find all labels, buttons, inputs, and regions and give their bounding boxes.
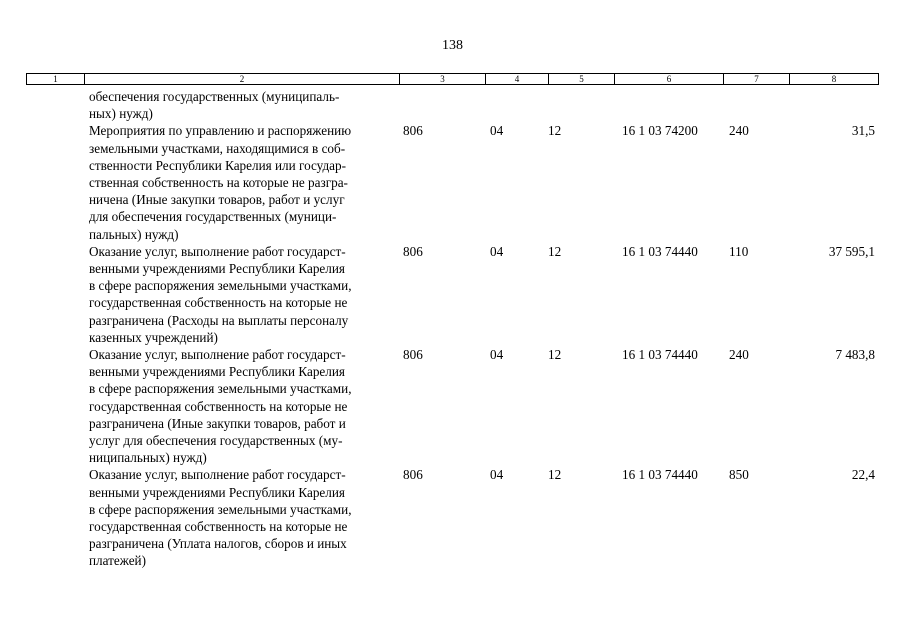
desc-line: венными учреждениями Республики Карелия xyxy=(89,261,345,276)
desc-line: государственная собственность на которые не xyxy=(89,398,348,414)
desc-line: государственная собственность на которые не xyxy=(89,519,348,534)
desc-line: услуг для обеспечения государственных (му- xyxy=(89,433,343,449)
table-header-row xyxy=(26,73,879,85)
header-cell-6: 6 xyxy=(615,74,724,84)
desc-line: в сфере распоряжения земельными участками, xyxy=(89,381,352,397)
header-cell-8: 8 xyxy=(831,74,837,84)
desc-line: ственная собственность на которые не разгра- xyxy=(89,175,348,190)
desc-line: разграничена (Расходы на выплаты персоналу xyxy=(89,312,349,328)
desc-line: государственная собственность на которые не xyxy=(89,295,348,311)
header-cell-1: 1 xyxy=(27,74,85,84)
section-code: 04 xyxy=(490,467,504,483)
row-description xyxy=(89,243,395,346)
subsection-code: 12 xyxy=(548,123,562,139)
desc-line: для обеспечения государственных (муници- xyxy=(89,209,337,225)
desc-line: разграничена (Уплата налогов, сборов и иных xyxy=(89,536,347,552)
expense-type-code: 850 xyxy=(729,467,749,483)
target-article-code: 16 1 03 74440 xyxy=(622,467,698,483)
target-article-code: 16 1 03 74200 xyxy=(622,123,698,139)
row-description xyxy=(89,346,395,466)
amount: 22,4 xyxy=(851,467,875,483)
subsection-code: 12 xyxy=(548,347,562,362)
desc-line: в сфере распоряжения земельными участками, xyxy=(89,501,352,517)
target-article-code: 16 1 03 74440 xyxy=(622,243,698,259)
desc-line: земельными участками, находящимися в соб- xyxy=(89,140,346,156)
header-cell-5: 5 xyxy=(549,74,615,84)
amount: 31,5 xyxy=(851,123,875,139)
desc-line: в сфере распоряжения земельными участками, xyxy=(89,278,352,294)
desc-line: венными учреждениями Республики Карелия xyxy=(89,364,345,380)
ministry-code: 806 xyxy=(403,467,423,483)
desc-line: Мероприятия по управлению и распоряжению xyxy=(89,123,352,139)
expense-type-code: 240 xyxy=(729,347,749,362)
row-description xyxy=(89,122,395,242)
desc-line: Оказание услуг, выполнение работ государст- xyxy=(89,347,346,362)
desc-line: ных) нужд) xyxy=(89,106,153,122)
desc-line: венными учреждениями Республики Карелия xyxy=(89,484,345,500)
expense-type-code: 110 xyxy=(729,243,749,259)
subsection-code: 12 xyxy=(548,467,562,483)
ministry-code: 806 xyxy=(403,123,423,139)
header-cell-3: 3 xyxy=(400,74,486,84)
desc-line: пальных) нужд) xyxy=(89,226,179,242)
desc-line: ничена (Иные закупки товаров, работ и услуг xyxy=(89,192,345,208)
section-code: 04 xyxy=(490,123,504,139)
desc-line: ственности Республики Карелия или государ- xyxy=(89,157,346,173)
desc-line: обеспечения государственных (муниципаль- xyxy=(89,89,340,104)
header-cell-4: 4 xyxy=(486,74,549,84)
ministry-code: 806 xyxy=(403,347,423,362)
expense-type-code: 240 xyxy=(729,123,749,139)
section-code: 04 xyxy=(490,347,504,362)
continuation-text xyxy=(89,88,395,122)
page-number: 138 xyxy=(442,38,463,53)
desc-line: Оказание услуг, выполнение работ государст- xyxy=(89,243,346,259)
amount: 7 483,8 xyxy=(835,347,875,362)
desc-line: платежей) xyxy=(89,553,147,569)
ministry-code: 806 xyxy=(403,243,423,259)
desc-line: Оказание услуг, выполнение работ государст- xyxy=(89,467,346,483)
subsection-code: 12 xyxy=(548,243,562,259)
header-cell-2: 2 xyxy=(85,74,400,84)
desc-line: ниципальных) нужд) xyxy=(89,450,207,466)
header-cell-7: 7 xyxy=(724,74,790,84)
section-code: 04 xyxy=(490,243,504,259)
desc-line: казенных учреждений) xyxy=(89,329,218,345)
row-description xyxy=(89,466,395,569)
amount: 37 595,1 xyxy=(828,243,875,259)
desc-line: разграничена (Иные закупки товаров, работ и xyxy=(89,415,346,431)
target-article-code: 16 1 03 74440 xyxy=(622,347,698,362)
